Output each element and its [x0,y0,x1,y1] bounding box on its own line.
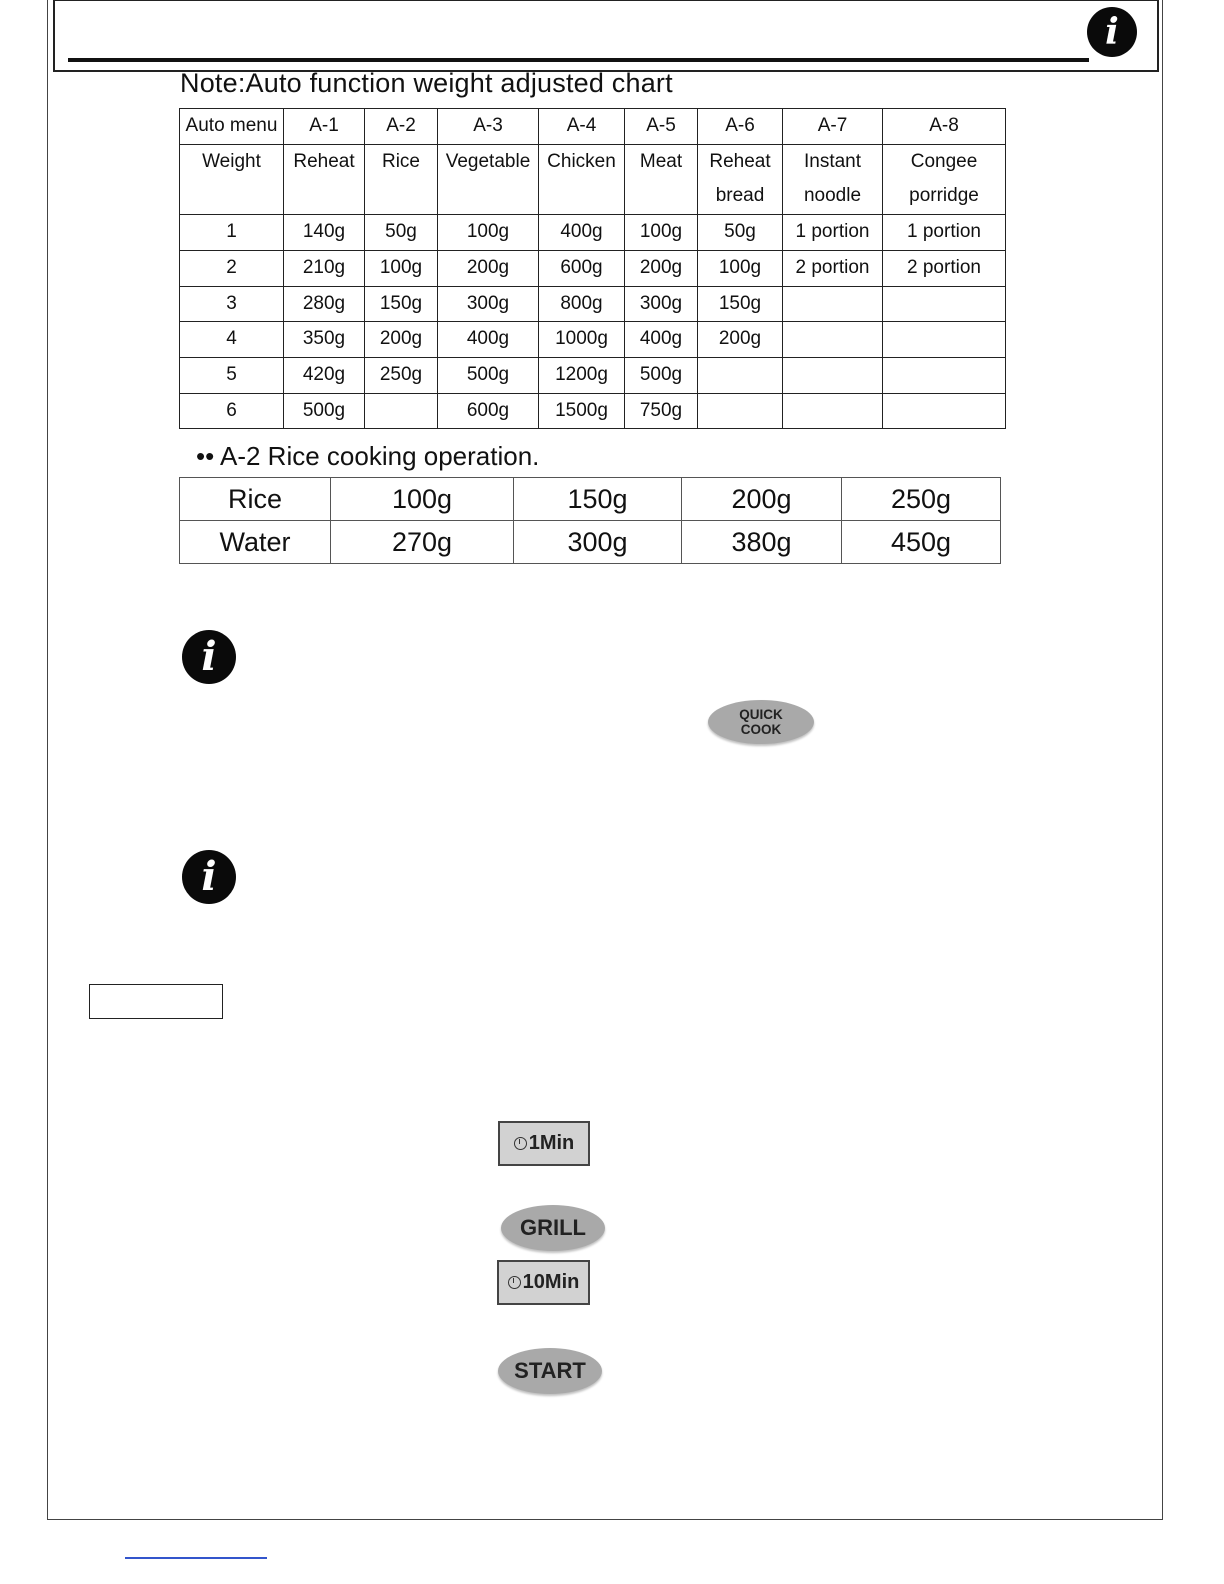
rice-table-cell: 270g [331,521,514,564]
table-cell-text: 50g [385,221,417,243]
table-cell [539,322,625,358]
table-cell [180,250,284,286]
table-cell [284,393,365,429]
table-cell-text: 400g [560,221,603,243]
table-header-cell-text: A-3 [473,115,503,136]
table-cell [698,215,783,251]
grill-label: GRILL [520,1215,586,1240]
menu-name-line1: Chicken [547,150,616,172]
table-row [180,286,1006,322]
menu-name-cell [539,144,625,214]
menu-name-line1: Reheat [293,150,355,172]
table-cell [284,215,365,251]
table-cell-text: 400g [466,328,510,350]
table-header-cell-text: A-2 [386,115,416,136]
menu-name-cell [698,144,783,214]
table-cell [365,322,438,358]
table-cell [883,250,1006,286]
table-cell [438,250,539,286]
table-cell [284,250,365,286]
rice-table-cell: 200g [682,478,842,521]
table-cell [625,393,698,429]
table-cell [365,215,438,251]
table-row [180,250,1006,286]
table-cell-text: 150g [718,292,762,314]
table-cell-text: 200g [379,328,423,350]
rice-table-row [180,521,1001,564]
one-min-label: 1Min [528,1132,575,1154]
ten-min-button[interactable] [497,1260,590,1305]
rice-table-cell: Rice [180,478,331,521]
table-header-cell-text: A-1 [309,115,339,136]
menu-name-line2: porridge [909,185,979,207]
empty-label-box [89,984,223,1019]
table-cell-text: 4 [226,328,237,350]
table-header-cell [883,109,1006,145]
clock-icon [514,1137,527,1150]
table-cell-text: 600g [466,399,510,421]
table-cell-text: 750g [639,399,683,421]
table-cell-text: 100g [718,256,762,278]
table-header-cell [365,109,438,145]
table-cell [365,250,438,286]
table-header-cell-text: A-6 [725,115,755,136]
menu-name-cell [365,144,438,214]
table-cell-text: 100g [639,221,683,243]
table-cell [180,357,284,393]
table-cell-text: 350g [302,328,346,350]
ten-min-label: 10Min [522,1271,580,1293]
table-cell-text: 280g [302,292,346,314]
rice-table-cell: 450g [842,521,1001,564]
table-header-cell [625,109,698,145]
rice-table-cell: 150g [514,478,682,521]
table-cell [438,322,539,358]
clock-icon [508,1276,521,1289]
table-cell-text: 200g [718,328,762,350]
menu-name-line2: bread [715,185,765,207]
rice-table-cell: 300g [514,521,682,564]
grill-button[interactable] [501,1205,605,1251]
start-button[interactable] [498,1348,602,1394]
menu-name-line1: Meat [639,150,683,172]
table-cell [883,357,1006,393]
table-cell [625,215,698,251]
rice-table [179,477,1001,564]
table-cell [783,215,883,251]
table-cell-text: 1 portion [795,221,870,243]
table-cell [625,286,698,322]
table-cell-text: 6 [226,399,237,421]
menu-name-line1: Reheat [709,150,771,172]
menu-name-cell [883,144,1006,214]
table-cell-text: 1000g [555,328,608,350]
table-cell-text: 300g [639,292,683,314]
weight-table [179,108,1006,429]
chart-title: Note:Auto function weight adjusted chart [180,68,673,98]
table-cell-text: 800g [560,292,603,314]
table-cell [883,393,1006,429]
quick-cook-button[interactable] [708,700,814,744]
table-cell [539,215,625,251]
table-cell [180,322,284,358]
table-cell [539,357,625,393]
table-cell-text: 140g [302,221,346,243]
table-header-cell-text: A-4 [566,115,597,136]
table-header-cell-text: A-5 [646,115,676,136]
table-cell [284,322,365,358]
table-header-cell-text: A-8 [929,115,959,136]
table-header-cell [438,109,539,145]
table-row [180,393,1006,429]
table-cell [698,393,783,429]
table-cell-text: 420g [302,363,346,385]
table-header-cell [180,109,284,145]
table-cell [625,322,698,358]
table-header-row [180,109,1006,145]
table-cell [883,322,1006,358]
info-icon: i [1087,7,1137,57]
table-cell [365,393,438,429]
menu-name-line2: noodle [803,185,862,207]
table-header-cell [539,109,625,145]
table-row [180,215,1006,251]
quick-cook-label-line1: QUICK [739,707,783,722]
table-cell-text: 200g [639,256,683,278]
table-cell [783,322,883,358]
table-cell-text: 1500g [555,399,608,421]
table-cell [883,215,1006,251]
menu-name-line1: Rice [381,150,420,172]
menu-name-line1: Weight [202,150,261,172]
rice-table-row [180,478,1001,521]
rice-table-cell: 250g [842,478,1001,521]
table-cell [698,322,783,358]
menu-name-cell [438,144,539,214]
table-cell-text: 500g [466,363,510,385]
table-cell [284,286,365,322]
menu-name-cell [783,144,883,214]
table-cell-text: 50g [724,221,756,243]
table-cell [783,357,883,393]
start-label: START [514,1358,586,1383]
table-cell [539,250,625,286]
table-cell-text: 1 [226,221,237,243]
table-cell-text: 2 portion [795,256,870,278]
table-cell-text: 200g [466,256,510,278]
table-cell-text: 500g [639,363,683,385]
table-header-cell-text: A-7 [817,115,848,136]
quick-cook-label-line2: COOK [740,722,782,737]
table-cell [438,286,539,322]
table-cell [883,286,1006,322]
table-cell-text: 250g [379,363,423,385]
rice-table-cell: 380g [682,521,842,564]
rice-section-title: •• A-2 Rice cooking operation. [196,441,540,471]
table-cell [783,250,883,286]
table-header-cell [783,109,883,145]
menu-name-line1: Instant [803,150,862,172]
table-cell [180,215,284,251]
table-cell-text: 150g [379,292,423,314]
info-icon: i [182,850,236,904]
table-row-names [180,144,1006,214]
menu-name-cell [284,144,365,214]
table-cell-text: 1200g [555,363,608,385]
table-row [180,357,1006,393]
rice-table-cell: 100g [331,478,514,521]
table-cell-text: 300g [466,292,510,314]
table-cell-text: 100g [379,256,423,278]
menu-name-cell [180,144,284,214]
table-cell [539,393,625,429]
table-cell [625,357,698,393]
table-header-cell-text: Auto menu [185,115,278,136]
menu-name-cell [625,144,698,214]
table-cell [180,393,284,429]
table-cell [783,393,883,429]
table-header-cell [284,109,365,145]
table-cell [698,286,783,322]
header-rule [68,58,1089,62]
table-cell-text: 100g [466,221,510,243]
table-cell [698,357,783,393]
table-cell-text: 3 [226,292,237,314]
table-cell [539,286,625,322]
table-cell-text: 2 [226,256,237,278]
table-cell [783,286,883,322]
table-cell [698,250,783,286]
info-icon: i [182,630,236,684]
table-cell-text: 210g [302,256,346,278]
table-cell [438,215,539,251]
table-cell [365,357,438,393]
table-cell-text: 500g [302,399,346,421]
table-cell [180,286,284,322]
one-min-button[interactable] [498,1121,590,1166]
table-row [180,322,1006,358]
table-cell [438,357,539,393]
menu-name-line1: Congee [910,150,978,172]
table-cell-text: 2 portion [907,256,981,278]
table-cell [365,286,438,322]
table-header-cell [698,109,783,145]
table-cell [284,357,365,393]
table-cell-text: 1 portion [907,221,981,243]
table-cell [438,393,539,429]
table-cell-text: 600g [560,256,603,278]
footer-rule [125,1557,267,1559]
table-cell [625,250,698,286]
rice-table-cell: Water [180,521,331,564]
table-cell-text: 400g [639,328,683,350]
menu-name-line1: Vegetable [445,150,531,172]
table-cell-text: 5 [226,363,237,385]
